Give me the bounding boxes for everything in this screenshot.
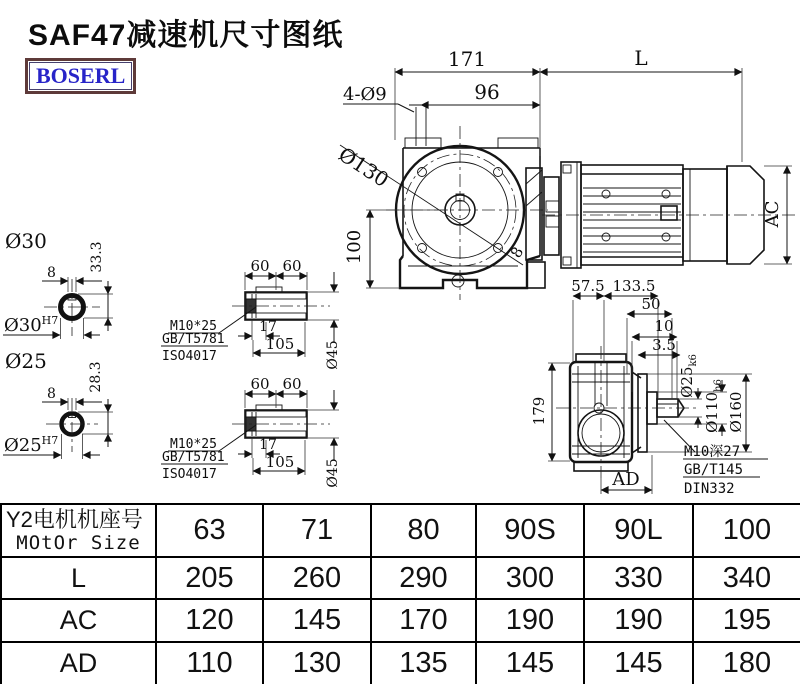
shaft-bolt-std1: GB/T5781: [162, 332, 225, 347]
bore-25-fit-label: $Ø25^{H7}$: [4, 434, 59, 456]
header-en: MOtOr Size: [16, 531, 141, 554]
header-cn: Y2电机机座号: [6, 506, 143, 532]
cell: 135: [371, 642, 476, 684]
dim-key-width-front: 8: [506, 243, 528, 261]
dim-AC: AC: [762, 200, 783, 228]
shaft-dia-45: Ø45: [325, 340, 341, 370]
shaft2-bolt-note: M10*25: [170, 437, 217, 452]
row-label-AC: AC: [1, 599, 156, 642]
dim-L: L: [634, 46, 648, 70]
shaft2-bolt-std2: ISO4017: [162, 467, 217, 482]
cell: 260: [263, 557, 371, 599]
dim-100: 100: [344, 229, 365, 265]
bore-30-fit-label: $Ø30^{H7}$: [4, 314, 59, 336]
cell: 195: [693, 599, 800, 642]
dim-flange-dia: Ø130: [334, 142, 394, 192]
shaft-bolt-note: M10*25: [170, 319, 217, 334]
col-80: 80: [371, 504, 476, 557]
cell: 170: [371, 599, 476, 642]
dim-96: 96: [474, 80, 500, 104]
row-label-L: L: [1, 557, 156, 599]
col-100: 100: [693, 504, 800, 557]
bore-25-label: Ø25: [5, 349, 47, 373]
shaft2-dia-45: Ø45: [325, 458, 341, 488]
cell: 290: [371, 557, 476, 599]
cell: 190: [476, 599, 584, 642]
table-row-L: [1, 557, 800, 599]
dim-spigot-dia: $Ø110_{h6}$: [703, 379, 724, 433]
shaft-dim-105: 105: [265, 335, 295, 353]
col-90L: 90L: [584, 504, 693, 557]
table-row-AD: [1, 642, 800, 684]
table-header-cell: [1, 504, 156, 557]
dim-3-5: 3.5: [652, 336, 676, 354]
motor-view: [526, 162, 795, 268]
cell: 145: [263, 599, 371, 642]
dim-179: 179: [530, 396, 548, 426]
table-row-AC: [1, 599, 800, 642]
dim-171: 171: [447, 47, 487, 71]
dim-133-5: 133.5: [612, 277, 656, 295]
note-tap: M10深27: [684, 444, 741, 460]
note-tap-std2: DIN332: [684, 481, 735, 497]
bore-25-key-height: 28.3: [88, 361, 104, 393]
bore-section-30: [3, 229, 113, 339]
shaft-dim-17: 17: [259, 319, 277, 335]
shaft2-dim-60b: 60: [282, 375, 302, 393]
cell: 145: [584, 642, 693, 684]
cell: 130: [263, 642, 371, 684]
col-71: 71: [263, 504, 371, 557]
side-view: [530, 277, 768, 497]
dim-57-5: 57.5: [571, 277, 605, 295]
bore-section-25: [3, 349, 113, 459]
dim-flange-outer-dia: Ø160: [727, 391, 745, 433]
shaft2-dim-17: 17: [259, 437, 277, 453]
bore-30-label: Ø30: [5, 229, 47, 253]
cell: 145: [476, 642, 584, 684]
cell: 300: [476, 557, 584, 599]
cell: 330: [584, 557, 693, 599]
row-label-AD: AD: [1, 642, 156, 684]
col-63: 63: [156, 504, 263, 557]
shaft-dim-60a: 60: [250, 257, 270, 275]
label-bolt-holes: 4-Ø9: [343, 84, 387, 105]
shaft2-dim-60a: 60: [250, 375, 270, 393]
cell: 180: [693, 642, 800, 684]
motor-size-table: [0, 503, 800, 684]
output-shaft-bar-1: [161, 257, 341, 370]
dim-shaft-dia: $Ø25_{k6}$: [678, 354, 699, 398]
dim-50: 50: [641, 295, 661, 313]
cell: 120: [156, 599, 263, 642]
brand-logo-text: BOSERL: [29, 62, 132, 90]
col-90S: 90S: [476, 504, 584, 557]
bore-30-key-width: 8: [47, 265, 56, 281]
shaft-bolt-std2: ISO4017: [162, 349, 217, 364]
shaft2-dim-105: 105: [265, 453, 295, 471]
note-tap-std1: GB/T145: [684, 462, 744, 478]
dim-AD: AD: [612, 469, 640, 490]
cell: 205: [156, 557, 263, 599]
dim-10: 10: [654, 317, 674, 335]
table-header-row: [1, 504, 800, 557]
cell: 340: [693, 557, 800, 599]
bore-25-key-width: 8: [47, 386, 56, 402]
bore-30-key-height: 33.3: [89, 241, 105, 273]
output-shaft-bar-2: [161, 375, 341, 488]
cell: 110: [156, 642, 263, 684]
shaft2-bolt-std1: GB/T5781: [162, 450, 225, 465]
cell: 190: [584, 599, 693, 642]
shaft-dim-60b: 60: [282, 257, 302, 275]
page-title: SAF47减速机尺寸图纸: [28, 19, 344, 52]
